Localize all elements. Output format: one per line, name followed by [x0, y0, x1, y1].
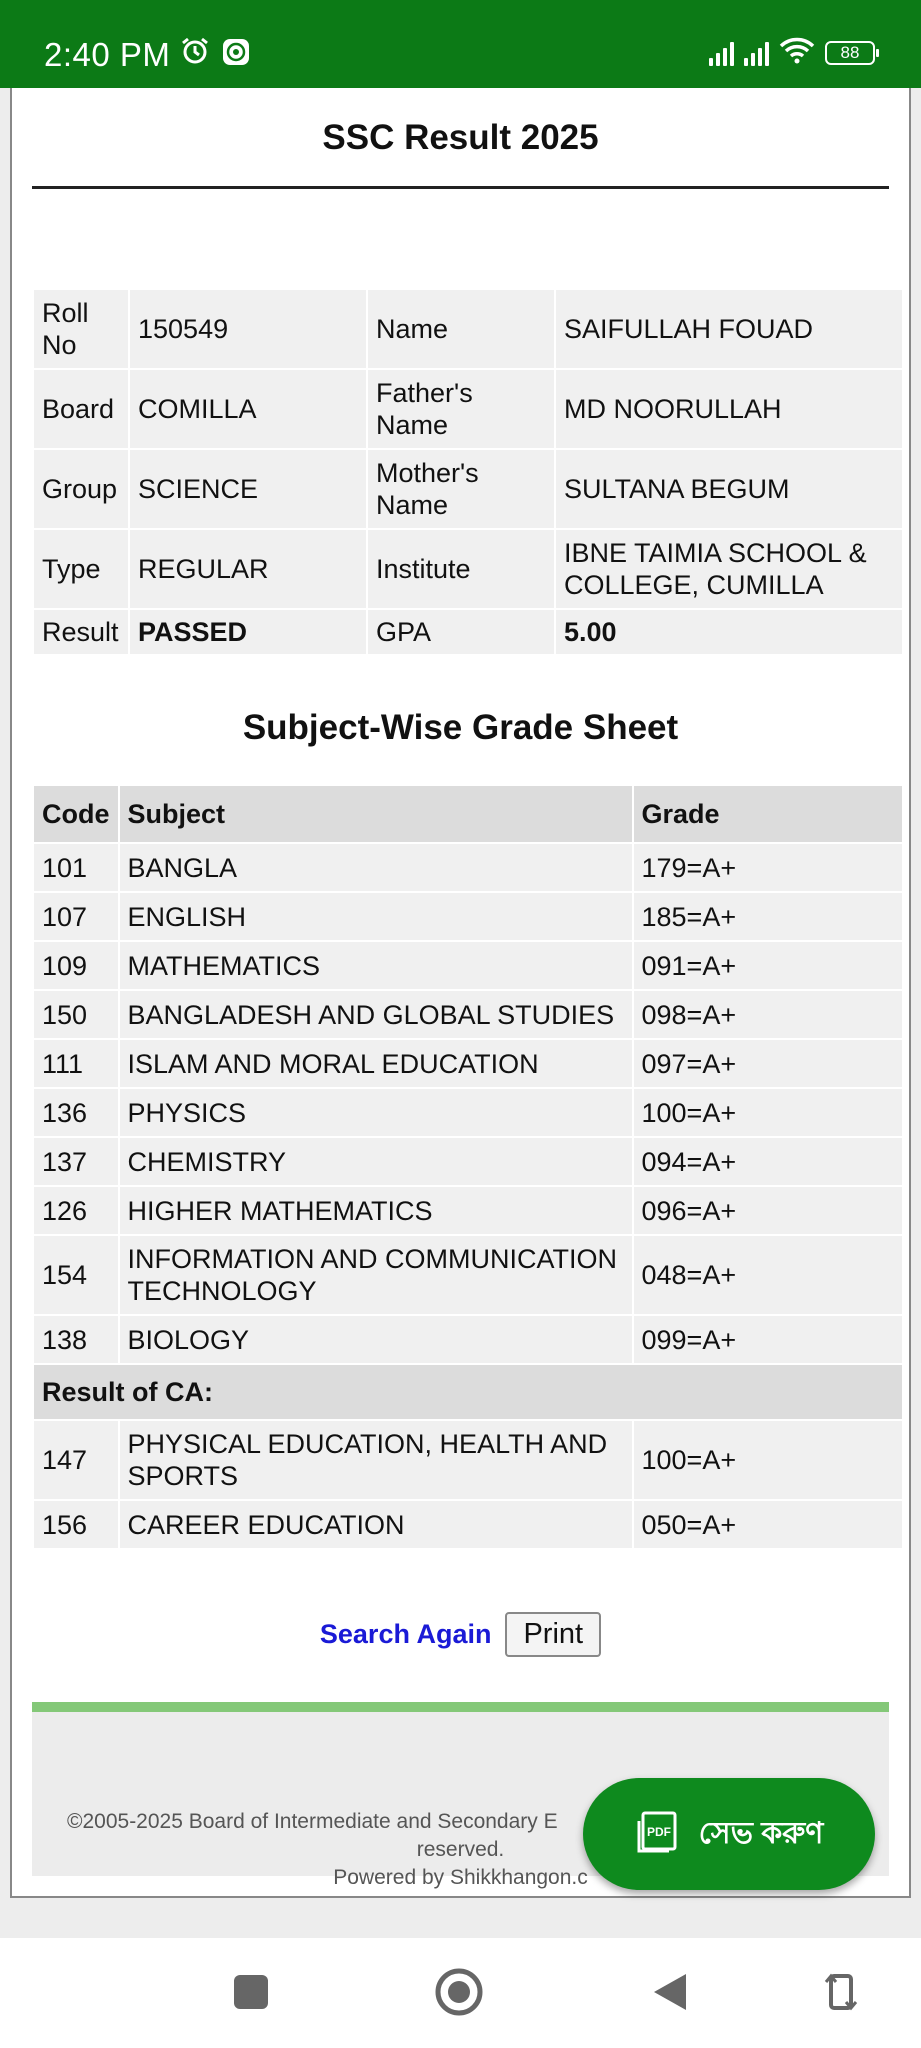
table-row	[34, 893, 902, 940]
result-label: Result	[34, 610, 128, 654]
subject-name: INFORMATION AND COMMUNICATION TECHNOLOGY	[120, 1236, 632, 1314]
type-label: Type	[34, 530, 128, 608]
subject-grade: 096=A+	[634, 1187, 903, 1234]
subject-grade: 050=A+	[634, 1501, 903, 1548]
mother-label: Mother's Name	[368, 450, 554, 528]
print-button[interactable]: Print	[505, 1612, 601, 1657]
subject-name: BIOLOGY	[120, 1316, 632, 1363]
gpa-label: GPA	[368, 610, 554, 654]
grade-sheet-heading: Subject-Wise Grade Sheet	[242, 708, 679, 747]
rotate-icon[interactable]	[824, 1962, 858, 2027]
mother-value: SULTANA BEGUM	[556, 450, 902, 528]
name-value: SAIFULLAH FOUAD	[556, 290, 902, 368]
subject-code: 147	[34, 1421, 118, 1499]
subject-name: PHYSICAL EDUCATION, HEALTH AND SPORTS	[120, 1421, 632, 1499]
subject-code: 154	[34, 1236, 118, 1314]
svg-text:PDF: PDF	[646, 1824, 671, 1839]
grade-sheet-table	[32, 784, 904, 1550]
subject-name: BANGLA	[120, 844, 632, 891]
table-row	[34, 1089, 902, 1136]
subject-name: ENGLISH	[120, 893, 632, 940]
table-row	[34, 1040, 902, 1087]
page-title: SSC Result 2025	[322, 118, 599, 157]
subject-name: PHYSICS	[120, 1089, 632, 1136]
subject-name: MATHEMATICS	[120, 942, 632, 989]
footer-copyright: ©2005-2025 Board of Intermediate and Secondary E	[67, 1810, 558, 1833]
column-header-code: Code	[34, 786, 118, 842]
roll-value: 150549	[130, 290, 366, 368]
subject-grade: 094=A+	[634, 1138, 903, 1185]
board-value: COMILLA	[130, 370, 366, 448]
table-row	[34, 1316, 902, 1363]
signal-icon-2	[744, 40, 769, 66]
ca-heading-row	[34, 1365, 902, 1419]
subject-grade: 048=A+	[634, 1236, 903, 1314]
status-time: 2:40 PM	[44, 36, 171, 73]
subject-code: 138	[34, 1316, 118, 1363]
subject-grade: 099=A+	[634, 1316, 903, 1363]
save-pdf-label: সেভ করুণ	[698, 1816, 824, 1850]
subject-grade: 098=A+	[634, 991, 903, 1038]
table-row	[34, 1236, 902, 1314]
alarm-icon	[180, 36, 210, 71]
table-row	[34, 942, 902, 989]
board-label: Board	[34, 370, 128, 448]
subject-name: HIGHER MATHEMATICS	[120, 1187, 632, 1234]
table-row	[34, 844, 902, 891]
subject-code: 126	[34, 1187, 118, 1234]
name-label: Name	[368, 290, 554, 368]
recent-apps-icon[interactable]	[232, 1962, 270, 2027]
status-icons	[709, 36, 875, 69]
footer-divider	[32, 1702, 889, 1712]
table-row	[34, 1138, 902, 1185]
ca-heading: Result of CA:	[34, 1365, 902, 1419]
result-value: PASSED	[130, 610, 366, 654]
battery-level: 88	[840, 42, 860, 62]
subject-code: 137	[34, 1138, 118, 1185]
subject-code: 111	[34, 1040, 118, 1087]
type-value: REGULAR	[130, 530, 366, 608]
father-value: MD NOORULLAH	[556, 370, 902, 448]
subject-grade: 185=A+	[634, 893, 903, 940]
battery-icon	[825, 41, 875, 65]
title-divider	[32, 186, 889, 189]
result-page	[10, 88, 911, 1898]
status-bar	[0, 0, 921, 88]
subject-name: BANGLADESH AND GLOBAL STUDIES	[120, 991, 632, 1038]
subject-grade: 100=A+	[634, 1421, 903, 1499]
father-label: Father's Name	[368, 370, 554, 448]
result-actions	[12, 1612, 909, 1657]
subject-grade: 179=A+	[634, 844, 903, 891]
subject-code: 156	[34, 1501, 118, 1548]
save-pdf-button[interactable]	[583, 1778, 875, 1890]
subject-code: 150	[34, 991, 118, 1038]
pdf-icon	[635, 1809, 681, 1860]
search-again-link[interactable]: Search Again	[319, 1619, 492, 1649]
table-row	[34, 1501, 902, 1548]
gpa-value: 5.00	[556, 610, 902, 654]
column-header-grade: Grade	[634, 786, 903, 842]
subject-code: 109	[34, 942, 118, 989]
student-info-table	[32, 288, 904, 656]
whatsapp-icon	[222, 38, 250, 71]
home-icon[interactable]	[434, 1962, 484, 2027]
roll-label: Roll No	[34, 290, 128, 368]
subject-name: ISLAM AND MORAL EDUCATION	[120, 1040, 632, 1087]
group-label: Group	[34, 450, 128, 528]
subject-code: 107	[34, 893, 118, 940]
table-row	[34, 1421, 902, 1499]
navigation-bar	[0, 1938, 921, 2048]
subject-name: CAREER EDUCATION	[120, 1501, 632, 1548]
table-row	[34, 991, 902, 1038]
institute-label: Institute	[368, 530, 554, 608]
table-row	[34, 1187, 902, 1234]
back-icon[interactable]	[650, 1962, 690, 2027]
footer-reserved: reserved.	[416, 1838, 505, 1861]
subject-grade: 091=A+	[634, 942, 903, 989]
subject-name: CHEMISTRY	[120, 1138, 632, 1185]
institute-value: IBNE TAIMIA SCHOOL & COLLEGE, CUMILLA	[556, 530, 902, 608]
subject-grade: 100=A+	[634, 1089, 903, 1136]
wifi-icon	[779, 36, 815, 69]
subject-code: 136	[34, 1089, 118, 1136]
subject-grade: 097=A+	[634, 1040, 903, 1087]
group-value: SCIENCE	[130, 450, 366, 528]
signal-icon	[709, 40, 734, 66]
footer-powered: Powered by Shikkhangon.c	[333, 1866, 588, 1889]
subject-code: 101	[34, 844, 118, 891]
column-header-subject: Subject	[120, 786, 632, 842]
